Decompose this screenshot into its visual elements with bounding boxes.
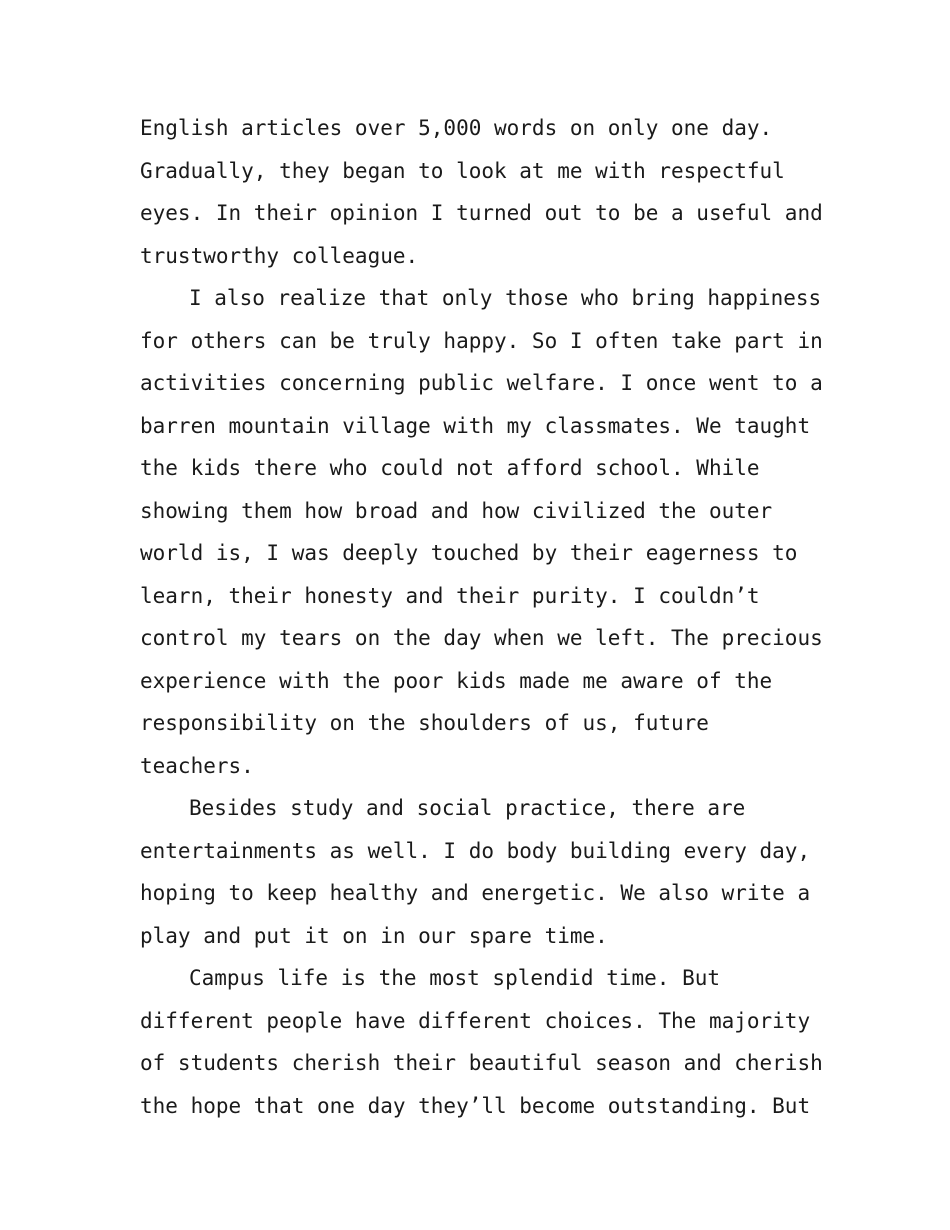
text-line: trustworthy colleague. [140,243,419,268]
text-line: eyes. In their opinion I turned out to be a useful and [140,201,823,225]
text-line: learn, their honesty and their purity. I couldn’t [140,583,760,608]
text-line: English articles over 5,000 words on only one day. [140,116,773,140]
text-line: barren mountain village with my classmates. We taught [140,413,811,438]
text-line: control my tears on the day when we left. The precious [140,626,823,650]
text-line: responsibility on the shoulders of us, future [140,711,709,735]
text-line: hoping to keep healthy and energetic. We also write a [140,881,811,905]
text-line: the hope that one day they’ll become outstanding. But [140,1093,811,1118]
text-line: world is, I was deeply touched by their eagerness to [140,541,798,565]
text-line: showing them how broad and how civilized the outer [140,498,773,523]
text-line: for others can be truly happy. So I often take part in [140,328,823,353]
text-line: experience with the poor kids made me aware of the [140,668,773,693]
paragraph-first-line: I also realize that only those who bring happiness [189,286,822,310]
text-line: of students cherish their beautiful season and cherish [140,1051,823,1075]
text-line: Gradually, they began to look at me with respectful [140,158,785,183]
paragraph-first-line: Campus life is the most splendid time. But [189,966,721,990]
text-line: different people have different choices. The majority [140,1008,811,1033]
text-line: the kids there who could not afford school. While [140,456,760,480]
body-text [140,107,830,1127]
text-line: entertainments as well. I do body building every day, [140,838,811,863]
text-line: teachers. [140,753,254,778]
text-line: activities concerning public welfare. I once went to a [140,371,823,395]
text-line: play and put it on in our spare time. [140,923,608,948]
paragraph-first-line: Besides study and social practice, there are [189,796,746,820]
